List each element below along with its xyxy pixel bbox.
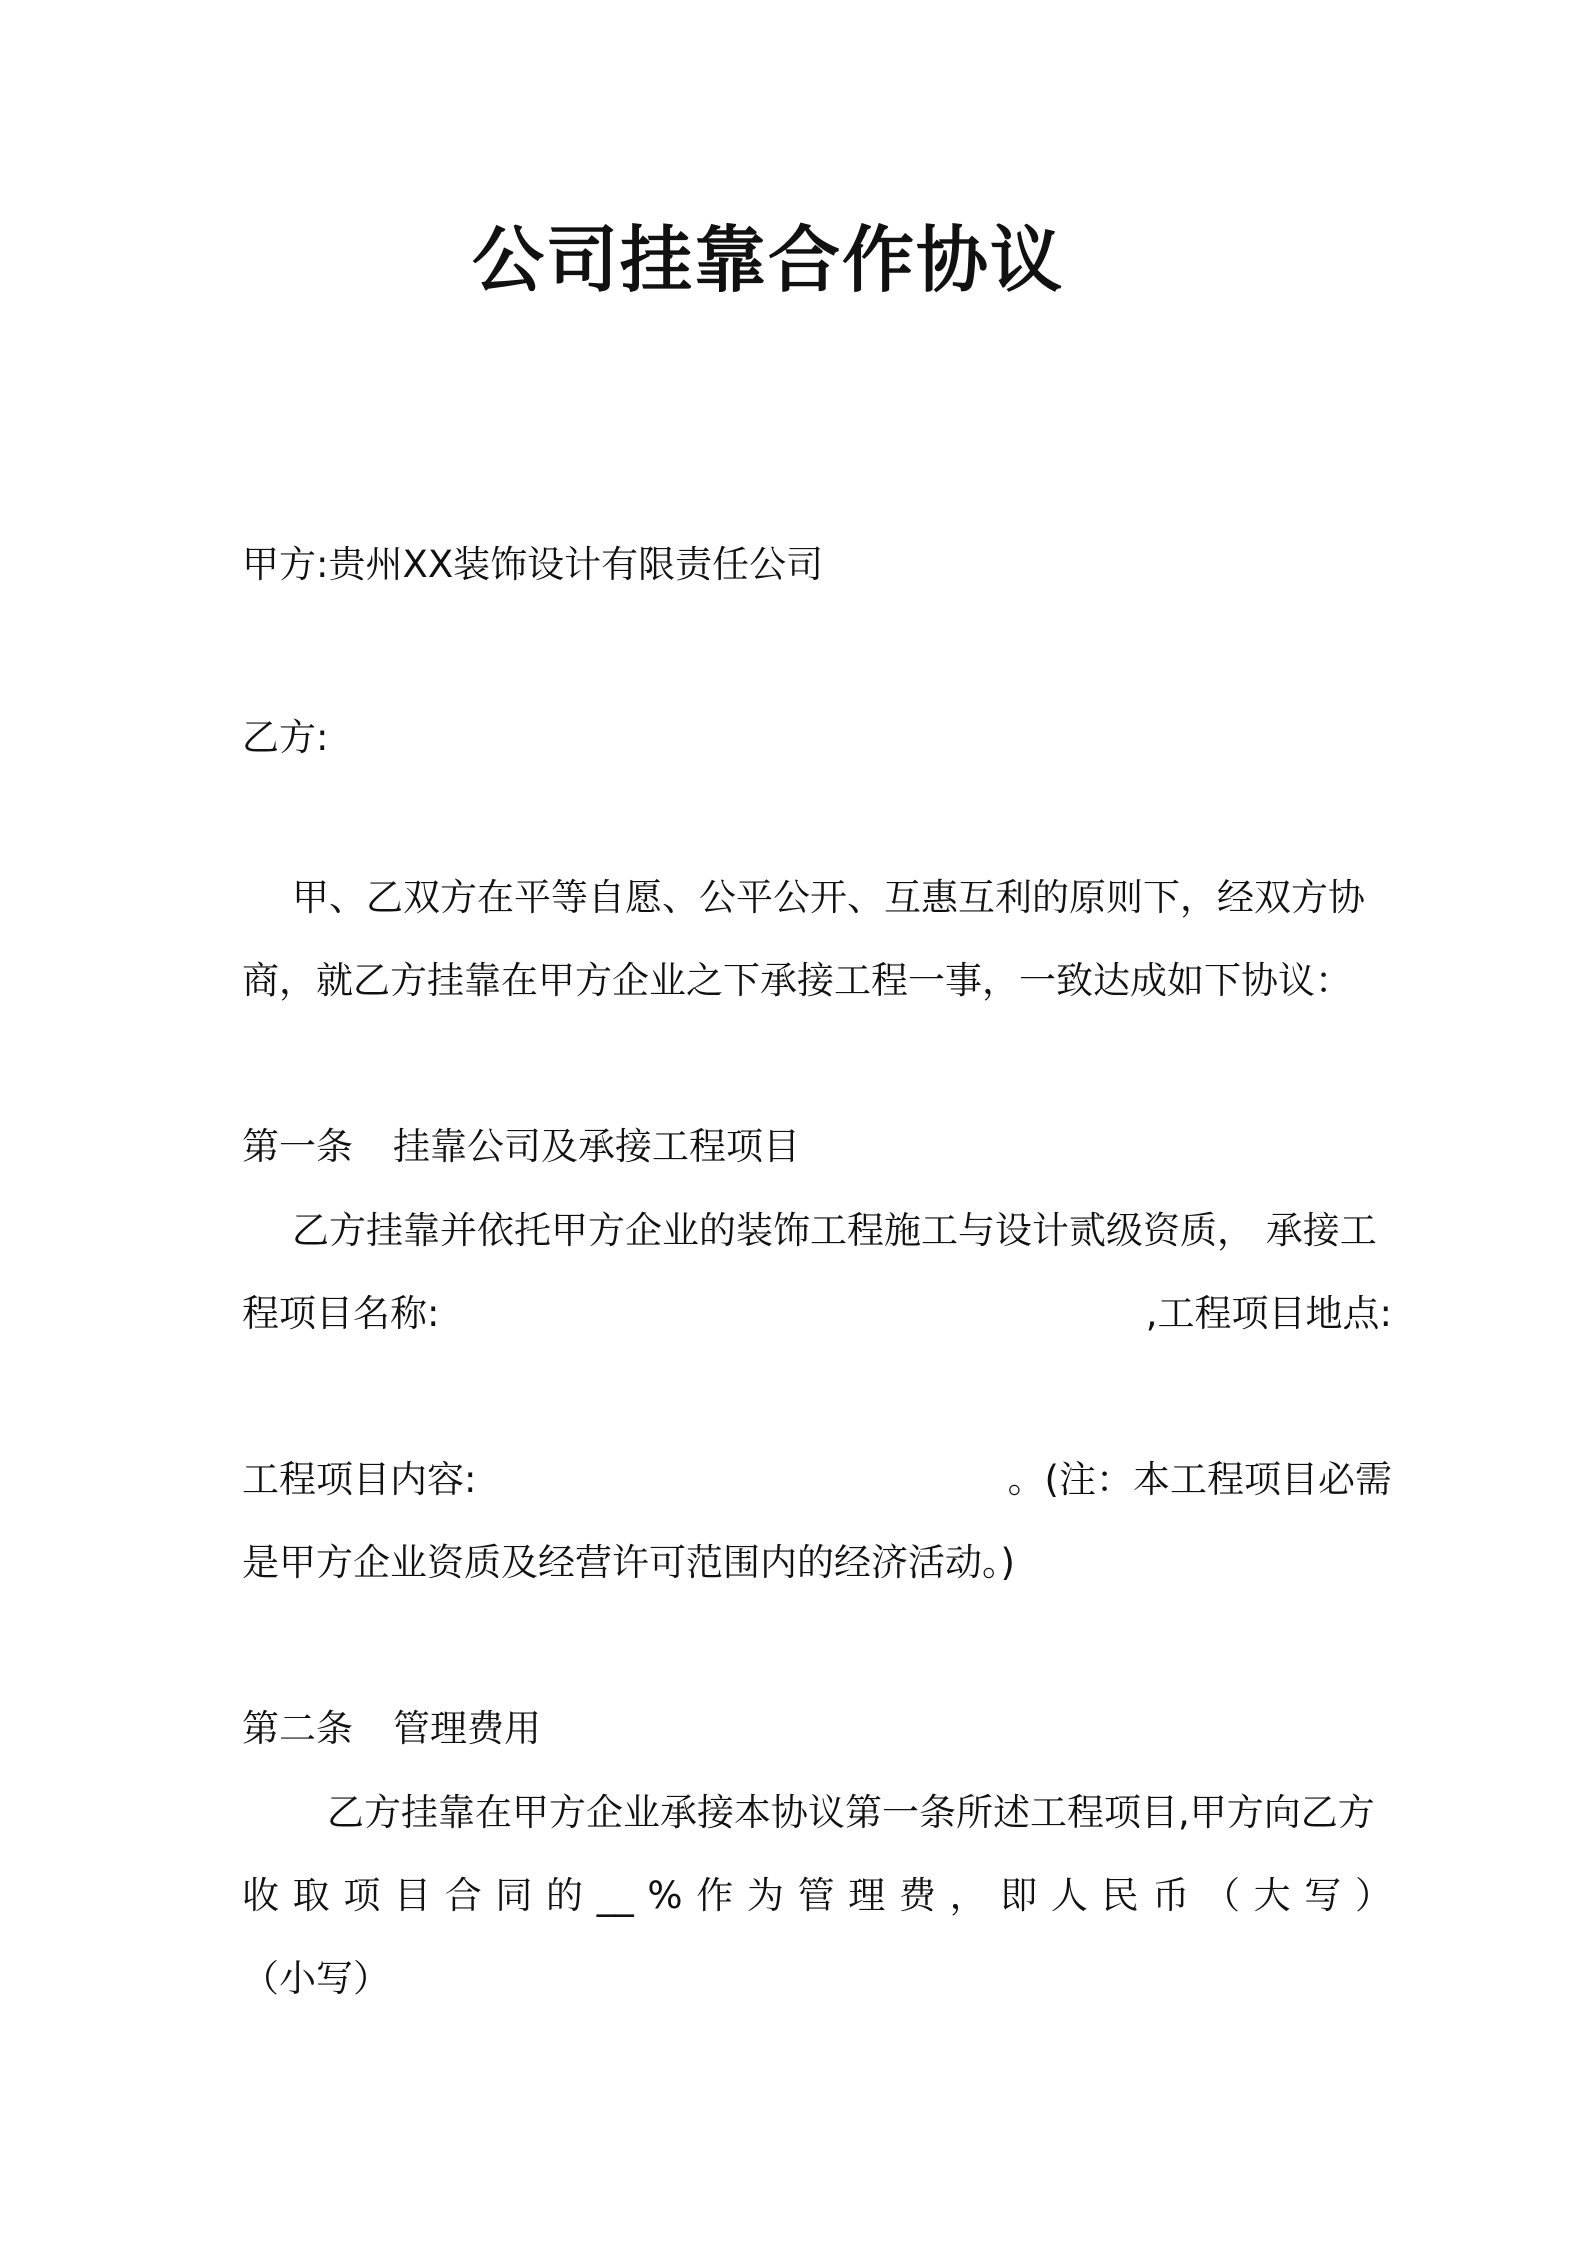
fee-blank: __ [596,1874,634,1917]
intro-line-2: 商，就乙方挂靠在甲方企业之下承接工程一事，一致达成如下协议： [242,959,1352,1002]
fee-char: 管 [797,1874,835,1917]
project-content-label: 工程项目内容: [242,1458,477,1501]
article-1-line-4: 是甲方企业资质及经营许可范围内的经济活动。) [242,1541,1015,1584]
article-2-number: 第二条 [242,1707,353,1750]
fee-char: 作 [696,1874,734,1917]
fee-char: （ [1202,1874,1240,1917]
article-1-line-2 [242,1289,1392,1339]
fee-char: 合 [444,1874,482,1917]
intro-line-1: 甲、乙双方在平等自愿、公平公开、互惠互利的原则下，经双方协 [292,876,1365,919]
fee-char: 币 [1152,1874,1190,1917]
fee-char: 项 [343,1874,381,1917]
fee-char: 取 [292,1874,330,1917]
project-location-label: ,工程项目地点: [1145,1292,1392,1335]
article-2-title: 管理费用 [393,1707,541,1750]
article-2-line-1: 乙方挂靠在甲方企业承接本协议第一条所述工程项目,甲方向乙方 [327,1791,1375,1834]
article-1-line-3 [242,1455,1392,1505]
project-note: 。(注：本工程项目必需 [1007,1458,1392,1501]
article-1-number: 第一条 [242,1125,353,1168]
fee-char: 大 [1253,1874,1291,1917]
fee-char: 为 [746,1874,784,1917]
fee-char: 费 [898,1874,936,1917]
article-1-line-1: 乙方挂靠并依托甲方企业的装饰工程施工与设计贰级资质， 承接工 [292,1209,1377,1252]
article-2-heading [242,1704,541,1754]
fee-percent: % [647,1874,683,1917]
fee-char: ） [1354,1874,1392,1917]
fee-char: 即 [1000,1874,1038,1917]
fee-char: 收 [242,1874,279,1917]
party-a: 甲方:贵州XX装饰设计有限责任公司 [242,543,824,586]
document-title: 公司挂靠合作协议 [471,218,1064,302]
party-b: 乙方: [242,716,329,759]
fee-char: ， [949,1874,987,1917]
fee-char: 理 [848,1874,886,1917]
article-2-line-2 [242,1871,1392,1921]
project-name-label: 程项目名称: [242,1292,440,1335]
article-1-heading [242,1122,800,1172]
fee-char: 人 [1050,1874,1088,1917]
article-2-line-3: （小写） [242,1957,390,2000]
fee-char: 写 [1304,1874,1342,1917]
article-1-title: 挂靠公司及承接工程项目 [393,1125,800,1168]
fee-char: 同 [495,1874,533,1917]
fee-char: 目 [394,1874,432,1917]
fee-char: 民 [1101,1874,1139,1917]
fee-char: 的 [546,1874,584,1917]
